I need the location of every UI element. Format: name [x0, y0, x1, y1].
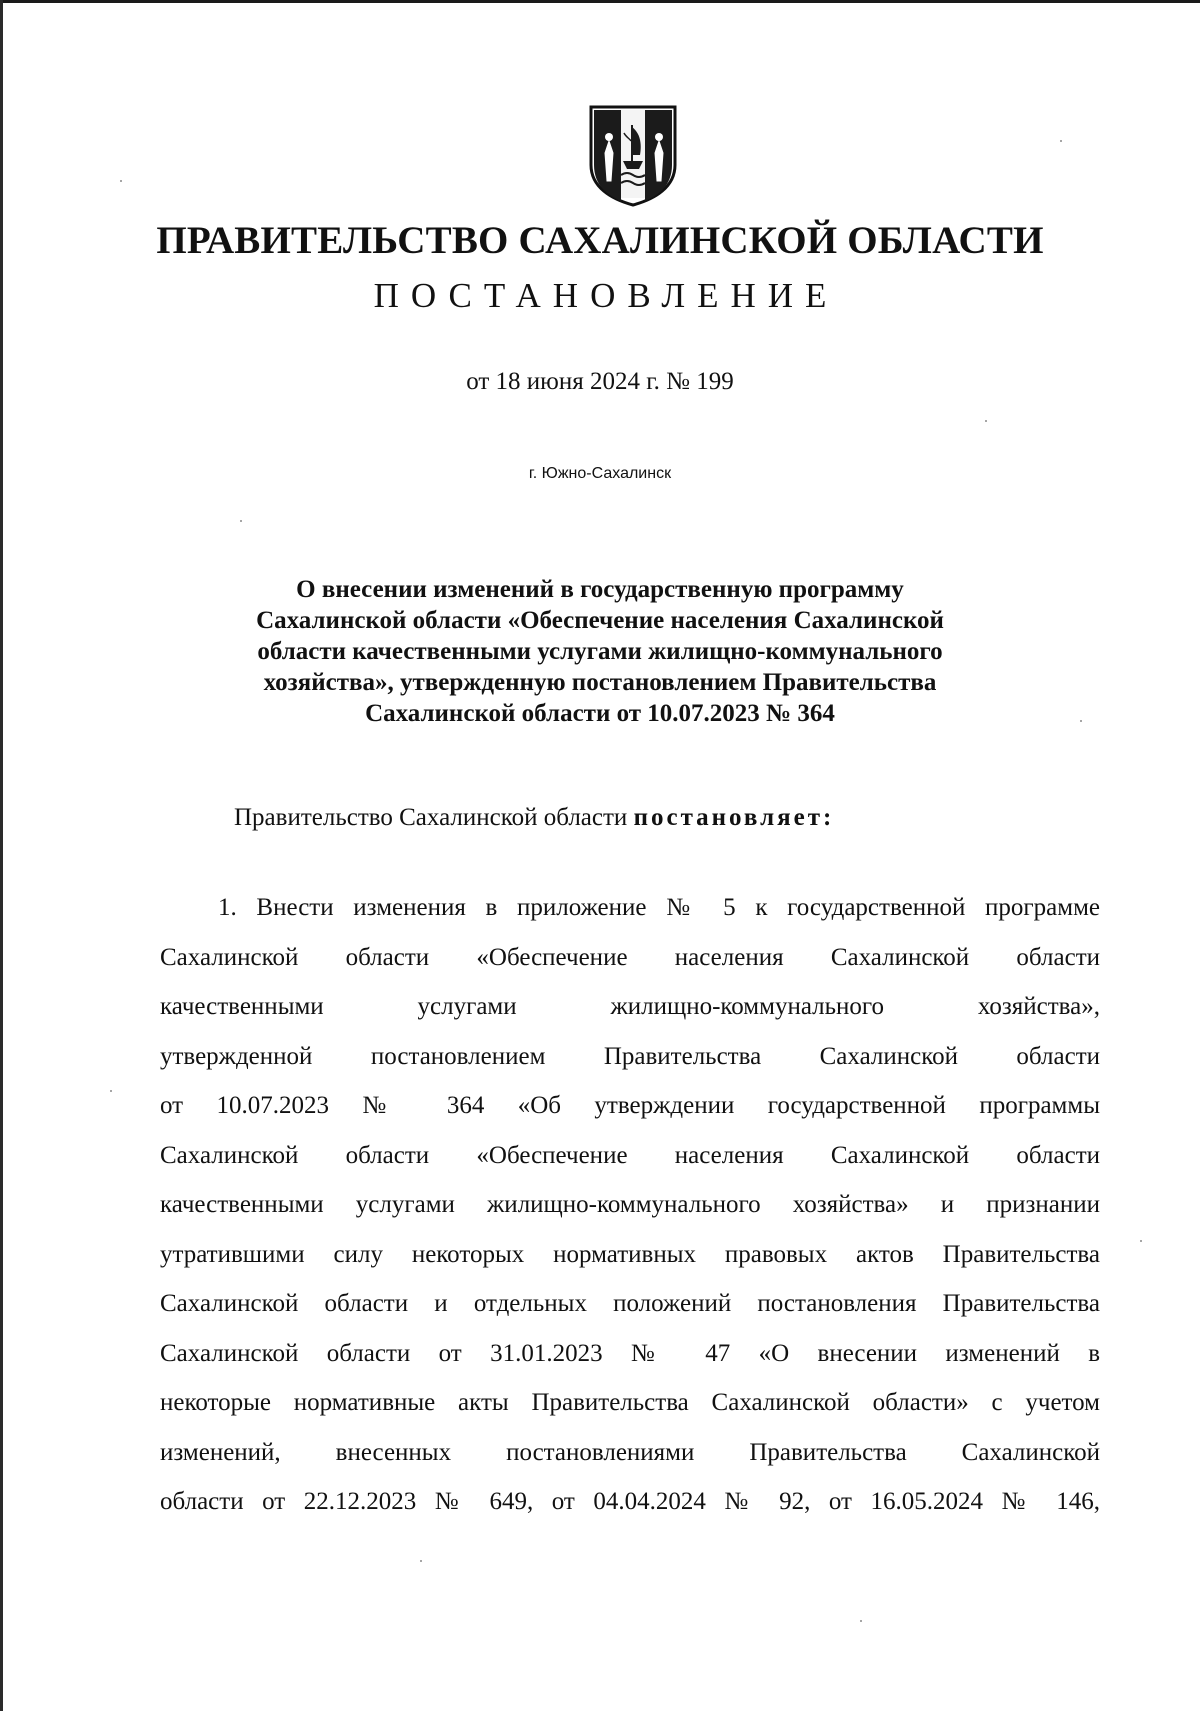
- body-line: от 10.07.2023 № 364 «Об утверждении государственной программы: [160, 1092, 1100, 1119]
- scan-speck: [860, 1620, 862, 1622]
- decree-word: постановляет:: [633, 804, 835, 831]
- subject-line: Сахалинской области «Обеспечение населения Сахалинской: [256, 607, 944, 634]
- body-line: Сахалинской области от 31.01.2023 № 47 «О внесении изменений в: [160, 1339, 1100, 1367]
- subject-line: О внесении изменений в государственную программу: [296, 576, 904, 603]
- scan-speck: [420, 1560, 422, 1562]
- document-subject: [200, 574, 1000, 729]
- preamble-text: Правительство Сахалинской области: [234, 804, 634, 831]
- document-type: ПОСТАНОВЛЕНИЕ: [373, 276, 839, 315]
- body-paragraph: [160, 883, 1100, 1527]
- document-city: г. Южно-Сахалинск: [528, 465, 672, 482]
- subject-line: Сахалинской области от 10.07.2023 № 364: [365, 700, 835, 727]
- coat-of-arms-icon: [585, 103, 681, 207]
- body-line: области от 22.12.2023 № 649, от 04.04.2024 № 92, от 16.05.2024 № 146,: [160, 1488, 1100, 1515]
- body-line: утратившими силу некоторых нормативных правовых актов Правительства: [160, 1240, 1100, 1268]
- document-date-number: от 18 июня 2024 г. № 199: [466, 368, 734, 395]
- body-line: качественными услугами жилищно-коммунального хозяйства»,: [160, 993, 1100, 1020]
- body-line: 1. Внести изменения в приложение № 5 к государственной программе: [218, 894, 1100, 921]
- government-title: ПРАВИТЕЛЬСТВО САХАЛИНСКОЙ ОБЛАСТИ: [156, 219, 1044, 262]
- subject-line: области качественными услугами жилищно-коммунального: [257, 638, 943, 665]
- scan-speck: [1080, 720, 1082, 722]
- body-line: качественными услугами жилищно-коммунального хозяйства» и признании: [160, 1191, 1100, 1218]
- body-line: изменений, внесенных постановлениями Правительства Сахалинской: [160, 1438, 1100, 1466]
- preamble: [234, 804, 834, 832]
- body-line: некоторые нормативные акты Правительства Сахалинской области» с учетом: [160, 1389, 1100, 1416]
- scan-speck: [1060, 140, 1062, 142]
- scan-edge-top: [0, 0, 1200, 3]
- scan-speck: [110, 1090, 112, 1092]
- scan-speck: [985, 420, 987, 422]
- body-line: Сахалинской области «Обеспечение населения Сахалинской области: [160, 1141, 1100, 1169]
- body-line: Сахалинской области «Обеспечение населения Сахалинской области: [160, 943, 1100, 971]
- scan-speck: [240, 520, 242, 522]
- body-line: Сахалинской области и отдельных положений постановления Правительства: [160, 1290, 1100, 1317]
- subject-line: хозяйства», утвержденную постановлением Правительства: [263, 669, 937, 696]
- body-line: утвержденной постановлением Правительства Сахалинской области: [160, 1042, 1100, 1070]
- scan-speck: [120, 180, 122, 182]
- scan-speck: [1140, 1240, 1142, 1242]
